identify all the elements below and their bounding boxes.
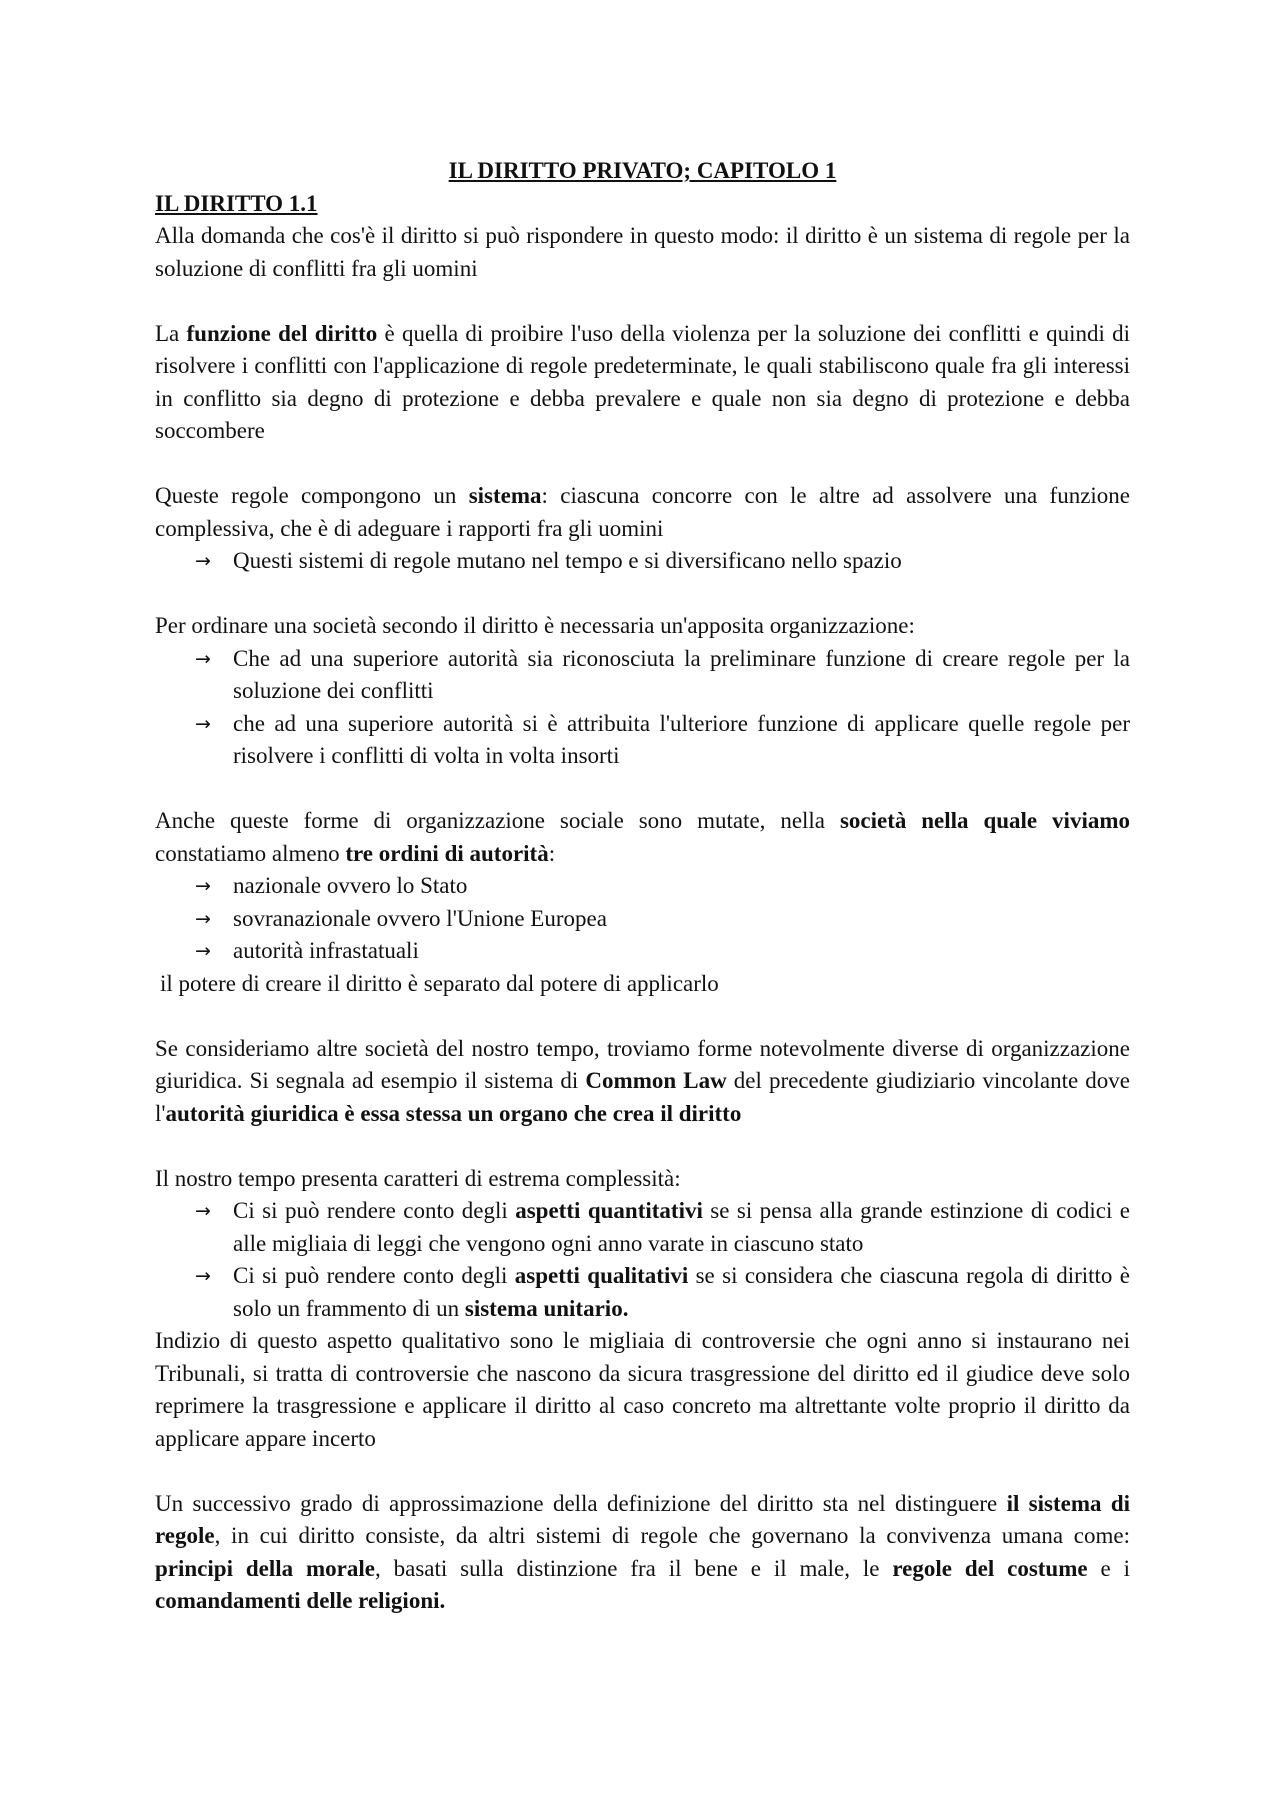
- bullet-list: [155, 545, 1130, 578]
- document-title: IL DIRITTO PRIVATO; CAPITOLO 1: [448, 158, 837, 183]
- arrow-right-icon: →: [195, 875, 211, 897]
- spacer: [155, 1130, 1130, 1163]
- arrow-right-icon: →: [195, 1265, 211, 1287]
- spacer: [155, 1000, 1130, 1033]
- paragraph-common-law: Se consideriamo altre società del nostro tempo, troviamo forme notevolmente diverse di organizzazione giuridica. Si segnala ad esempio il sistema di Common Law del precedente giudiziario vincolante dove l'autorità giuridica è essa stessa un organo che crea il diritto: [155, 1035, 1130, 1126]
- paragraph-definition: Alla domanda che cos'è il diritto si può rispondere in questo modo: il diritto è un sistema di regole per la soluzione di conflitti fra gli uomini: [155, 223, 1130, 281]
- arrow-right-icon: →: [195, 940, 211, 962]
- list-item: → Che ad una superiore autorità sia riconosciuta la preliminare funzione di creare regole per la soluzione dei conflitti: [233, 643, 1130, 708]
- paragraph-qualitative: Indizio di questo aspetto qualitativo sono le migliaia di controversie che ogni anno si instaurano nei Tribunali, si tratta di controversie che nascono da sicura trasgressione del diritto ed il giudice deve solo reprimere la trasgressione e applicare il diritto al caso concreto ma altrettante volte proprio il diritto da applicare appare incerto: [155, 1328, 1130, 1451]
- section-heading: IL DIRITTO 1.1: [155, 190, 318, 216]
- paragraph-system: Queste regole compongono un sistema: ciascuna concorre con le altre ad assolvere una funzione complessiva, che è di adeguare i rapporti fra gli uomini: [155, 483, 1130, 541]
- paragraph-organization: Per ordinare una società secondo il diritto è necessaria un'apposita organizzazione:: [155, 613, 915, 638]
- spacer: [155, 1455, 1130, 1488]
- list-item: → Ci si può rendere conto degli aspetti quantitativi se si pensa alla grande estinzione di codici e alle migliaia di leggi che vengono ogni anno varate in ciascuno stato: [233, 1195, 1130, 1260]
- bullet-list: [155, 1195, 1130, 1325]
- spacer: [155, 773, 1130, 806]
- arrow-right-icon: →: [195, 907, 211, 930]
- paragraph-separation: il potere di creare il diritto è separato dal potere di applicarlo: [160, 970, 719, 996]
- bullet-list: [155, 870, 1130, 968]
- arrow-right-icon: →: [195, 1200, 211, 1222]
- list-item: → che ad una superiore autorità si è attribuita l'ulteriore funzione di applicare quelle regole per risolvere i conflitti di volta in volta insorti: [233, 708, 1130, 773]
- list-item: → sovranazionale ovvero l'Unione Europea: [233, 903, 1130, 936]
- spacer: [155, 285, 1130, 318]
- bullet-list: [155, 643, 1130, 773]
- paragraph-rule-systems: Un successivo grado di approssimazione della definizione del diritto sta nel distinguere il sistema di regole, in cui diritto consiste, da altri sistemi di regole che governano la convivenza umana come: principi della morale, basati sulla distinzione fra il bene e il male, le regole del costume e i comandamenti delle religioni.: [155, 1490, 1130, 1613]
- paragraph-authority-orders: Anche queste forme di organizzazione sociale sono mutate, nella società nella quale viviamo constatiamo almeno tre ordini di autorità:: [155, 808, 1130, 866]
- list-item: → Ci si può rendere conto degli aspetti qualitativi se si considera che ciascuna regola di diritto è solo un frammento di un sistema unitario.: [233, 1260, 1130, 1325]
- list-item: → autorità infrastatuali: [233, 935, 1130, 968]
- arrow-right-icon: →: [195, 647, 211, 670]
- list-item: → nazionale ovvero lo Stato: [233, 870, 1130, 903]
- paragraph-function: La funzione del diritto è quella di proibire l'uso della violenza per la soluzione dei conflitti e quindi di risolvere i conflitti con l'applicazione di regole predeterminate, le quali stabiliscono quale fra gli interessi in conflitto sia degno di protezione e debba prevalere e quale non sia degno di protezione e debba soccombere: [155, 320, 1130, 443]
- arrow-right-icon: →: [195, 550, 211, 572]
- list-item: → Questi sistemi di regole mutano nel tempo e si diversificano nello spazio: [233, 545, 1130, 578]
- spacer: [155, 578, 1130, 611]
- arrow-right-icon: →: [195, 712, 211, 735]
- spacer: [155, 448, 1130, 481]
- document-page: [155, 155, 1130, 1618]
- paragraph-complexity: Il nostro tempo presenta caratteri di estrema complessità:: [155, 1165, 681, 1191]
